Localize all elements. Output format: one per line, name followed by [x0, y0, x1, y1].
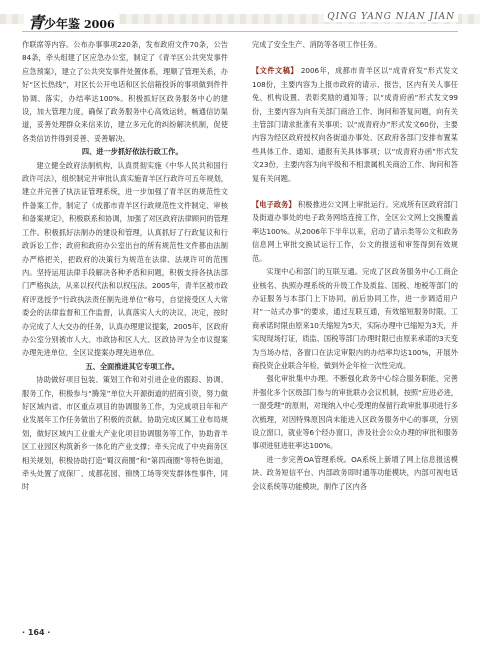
paragraph: 进一步完善OA管理系统。OA系统上新增了网上信息报送模块、政务短信平台、内部政务即时通等功能模块，内部可视电话会议系统等功能模块，制作了区内各 — [252, 454, 458, 491]
logo-glyph: 青 — [28, 13, 45, 32]
paragraph: 强化审批集中办理。不断强化政务中心综合服务职能，完善并强化多个区级部门参与的审批联办会议机制，按照“应进必进，一窗受理”的原则，对现纳入中心受理的保留行政审批事项进行多次梳理，对因特殊原因尚未能进入区政务服务中心的事项，分别设立窗口，就业等6个经办窗口，涉及社会公众办理的审批和服务事项进驻进驻率达100%。 — [252, 374, 458, 451]
paragraph-egov-text: 积极推进公文网上审批运行。完成所有区政府部门及街道办事处的电子政务网络连接工作，全区公文网上交换覆盖率达100%。从2006年下半年以来，启动了请示类等公文和政务信息网上审批交换试运行工作，公文的报送和审签得到有效规范。 — [252, 200, 458, 263]
yearbook-logo — [24, 10, 119, 33]
spacer — [252, 51, 458, 64]
left-column — [22, 38, 228, 494]
paragraph: 实现中心和部门的互联互通。完成了区政务服务中心工商企业核名、执照办理系统的升级工作及质监、国税、地税等部门的办证服务与本部门上下协同，前后协同工作，进一步调适用户对“一站式办事”的要求，通过互联互通，有效缩短服务时限。工商承诺时限由原来10天缩短为5天，实际办理中已缩短为3天，并实现现场打证，质监、国税等部门办理时限已由原来承诺的3天变为当场办结，各窗口在法定审限内的办结率均达100%，开展外商投资企业联合年检，做到外企年检一次性完成。 — [252, 267, 458, 370]
logo-year: 2006 — [84, 18, 115, 31]
tag-documents: 【文件文稿】 — [252, 66, 299, 76]
section-heading: 四、进一步抓好依法行政工作。 — [81, 147, 183, 157]
tag-egov: 【电子政务】 — [252, 200, 296, 210]
section-heading: 五、全面推进其它专项工作。 — [85, 361, 179, 371]
spacer — [252, 185, 458, 198]
paragraph: 建立健全政府法制机构，认真贯彻实施《中华人民共和国行政许可法》，组织制定并审批认真实施青羊区行政许可五年规划，建立并完善了执法证管理系统，进一步加强了青羊区的规范性文件备案工作，制定了《成都市青羊区行政规范性文件制定、审核和备案规定》，积极联系和协调，加强了对区政府法律顾问的管理工作。积极抓好法制办的建设和管理，认真抓好了行政复议和行政诉讼工作；政府和政府办公室出台的所有规范性文件都由法制办严格把关，把政府的决策行为规范在法律、法规许可的范围内。坚持运用法律手段解决各种矛盾和问题，积极支持各执法部门严格执法，从来以权代法和以权压法。2005年，青羊区被市政府评选授予“行政执法责任制先进单位”称号，自觉接受区人大常委会的法律监督和工作监督，认真落实人大的决议、决定，按时办完成了人大交办的任务，认真办理建议提案，2005年，区政府办公室分别被市人大、市政协和区人大、区政协评为全市议提案办理先进单位、全区议提案办理先进单位。 — [22, 160, 228, 358]
paragraph-documents-text: 2006年，成都市青羊区以“成青府发”形式发文108份，主要内容为上报市政府的请示、报告，区内有关人事任免、机构设置、表彰奖励的通知等；以“成青府函”形式发文99份，主要内容为向有关部门商洽工作、询问和答复问题，向有关主管部门请求批准有关事项；以“成青府办”形式发文60份，主要内容为经区政府授权向各街道办事处、区政府各部门安排布置某些具体工作、通知、通报有关具体事项；以“成青府办函”形式发文23份，主要内容为向平级和不相隶属机关商洽工作、询问和答复有关问题。 — [252, 66, 458, 183]
running-title: QING YANG NIAN JIAN — [324, 12, 458, 22]
header-rule — [22, 31, 458, 32]
paragraph: 完成了安全生产、消防等各项工作任务。 — [252, 40, 382, 49]
paragraph-egov — [252, 198, 458, 265]
paragraph: 协助做好项目包装、策划工作和对引进企业的跟踪、协调、服务工作，积极参与“腾笼”单位大开源街道的招商引资，努力做好区域内省、市区重点项目的协调服务工作，为完成项目年和产业发展年工作任务做出了积极的贡献。协助完成区属工业布局规划，做好区域内工业重大产业化项目协调服务等工作，协助青羊区工业园区构筑新乡一体化的产业支撑；牵头完成了中央商务区相关规划，积极协助打造“蜀汉商圈”和“第四商圈”等特色街道，牵头处置了成保厂、成都花园、锦绣工场等突发群体性事件，同时 — [22, 375, 228, 492]
right-column — [252, 38, 458, 493]
paragraph: 作联席等内容。公布办事事项220条，发布政府文件70条，公告84条，牵头组建了区应急办公室，制定了《青羊区公共突发事件应急预案》，建立了公共突发事件处置体系，理顺了管理关系，办好“区长热线”，对区长公开电话和区长信箱投诉的事项做到件件协调、落实，办结率达100%。积极抓好区政务服务中心的建设，加大管理力度，确保了政务服务中心高效运转，畅通信访渠道，妥善处理群众来信来访，建立多元化的纠纷解决机制，促使各类信访件得到妥善、妥善解决。 — [22, 40, 228, 143]
page-number: · 164 · — [22, 628, 51, 637]
logo-text: 少年鉴 — [44, 17, 81, 31]
paragraph-documents — [252, 64, 458, 185]
